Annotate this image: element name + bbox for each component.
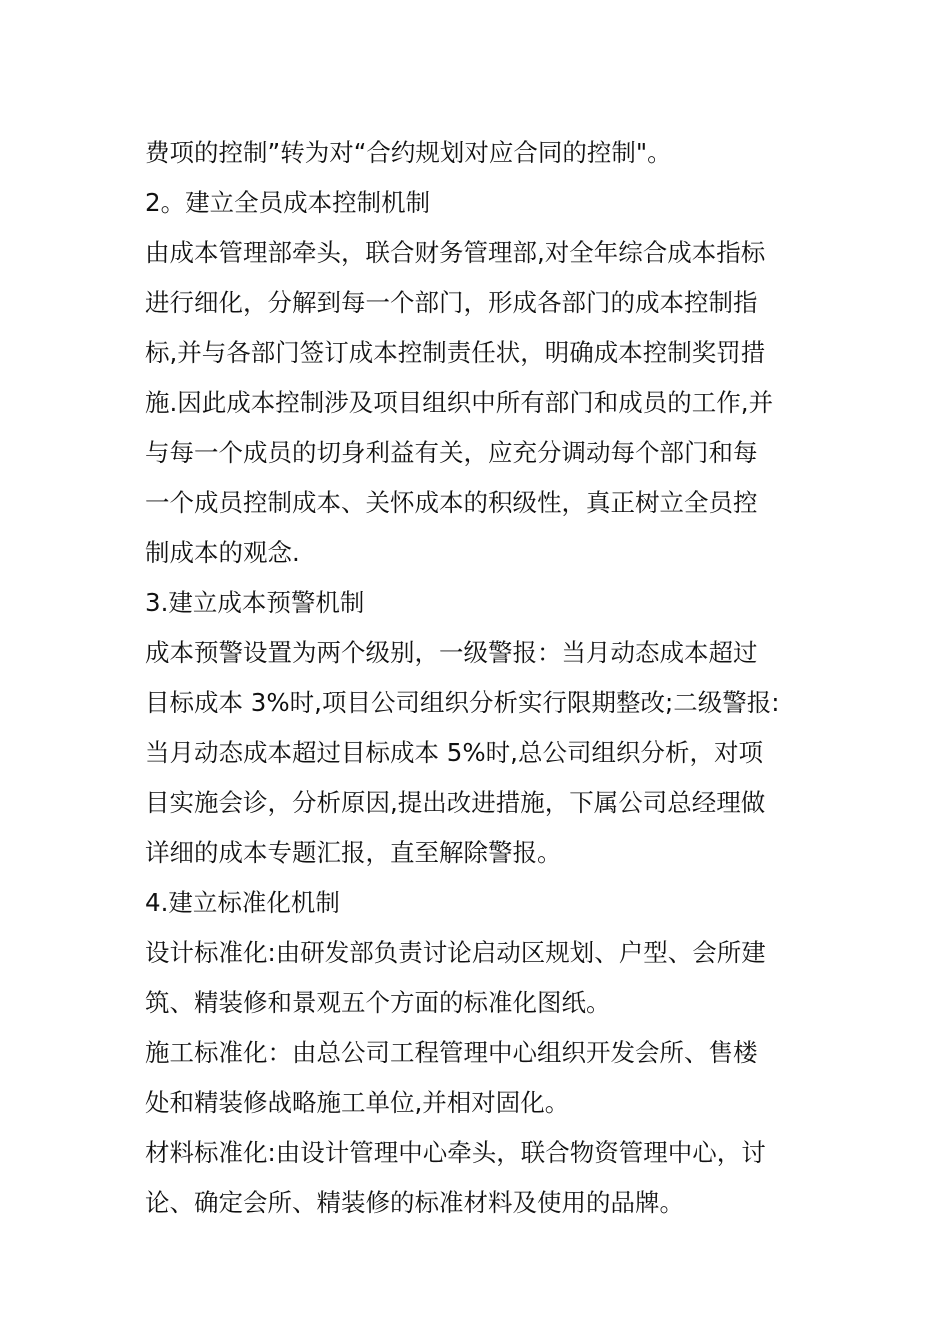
text-line-11: 成本预警设置为两个级别，一级警报：当月动态成本超过 <box>145 638 758 667</box>
section-heading-2: 2。建立全员成本控制机制 <box>145 188 431 217</box>
text-line-17: 设计标准化:由研发部负责讨论启动区规划、户型、会所建 <box>145 938 766 967</box>
text-line-12: 目标成本 3%时,项目公司组织分析实行限期整改;二级警报: <box>145 688 780 717</box>
text-line-13: 当月动态成本超过目标成本 5%时,总公司组织分析，对项 <box>145 738 763 767</box>
text-line-22: 论、确定会所、精装修的标准材料及使用的品牌。 <box>145 1188 684 1217</box>
section-heading-4: 4.建立标准化机制 <box>145 888 340 917</box>
text-line-4: 进行细化，分解到每一个部门，形成各部门的成本控制指 <box>145 288 758 317</box>
text-line-1: 费项的控制”转为对“合约规划对应合同的控制"。 <box>145 138 672 167</box>
text-line-5: 标,并与各部门签订成本控制责任状，明确成本控制奖罚措 <box>145 338 766 367</box>
text-line-8: 一个成员控制成本、关怀成本的积级性，真正树立全员控 <box>145 488 758 517</box>
text-line-3: 由成本管理部牵头，联合财务管理部,对全年综合成本指标 <box>145 238 766 267</box>
text-line-7: 与每一个成员的切身利益有关，应充分调动每个部门和每 <box>145 438 758 467</box>
document-body <box>145 128 810 1228</box>
text-line-20: 处和精装修战略施工单位,并相对固化。 <box>145 1088 570 1117</box>
text-line-9: 制成本的观念. <box>145 538 300 567</box>
text-line-14: 目实施会诊，分析原因,提出改进措施，下属公司总经理做 <box>145 788 766 817</box>
text-line-15: 详细的成本专题汇报，直至解除警报。 <box>145 838 562 867</box>
text-line-6: 施.因此成本控制涉及项目组织中所有部门和成员的工作,并 <box>145 388 774 417</box>
text-line-18: 筑、精装修和景观五个方面的标准化图纸。 <box>145 988 611 1017</box>
text-line-21: 材料标准化:由设计管理中心牵头，联合物资管理中心，讨 <box>145 1138 766 1167</box>
text-line-19: 施工标准化：由总公司工程管理中心组织开发会所、售楼 <box>145 1038 758 1067</box>
section-heading-3: 3.建立成本预警机制 <box>145 588 365 617</box>
